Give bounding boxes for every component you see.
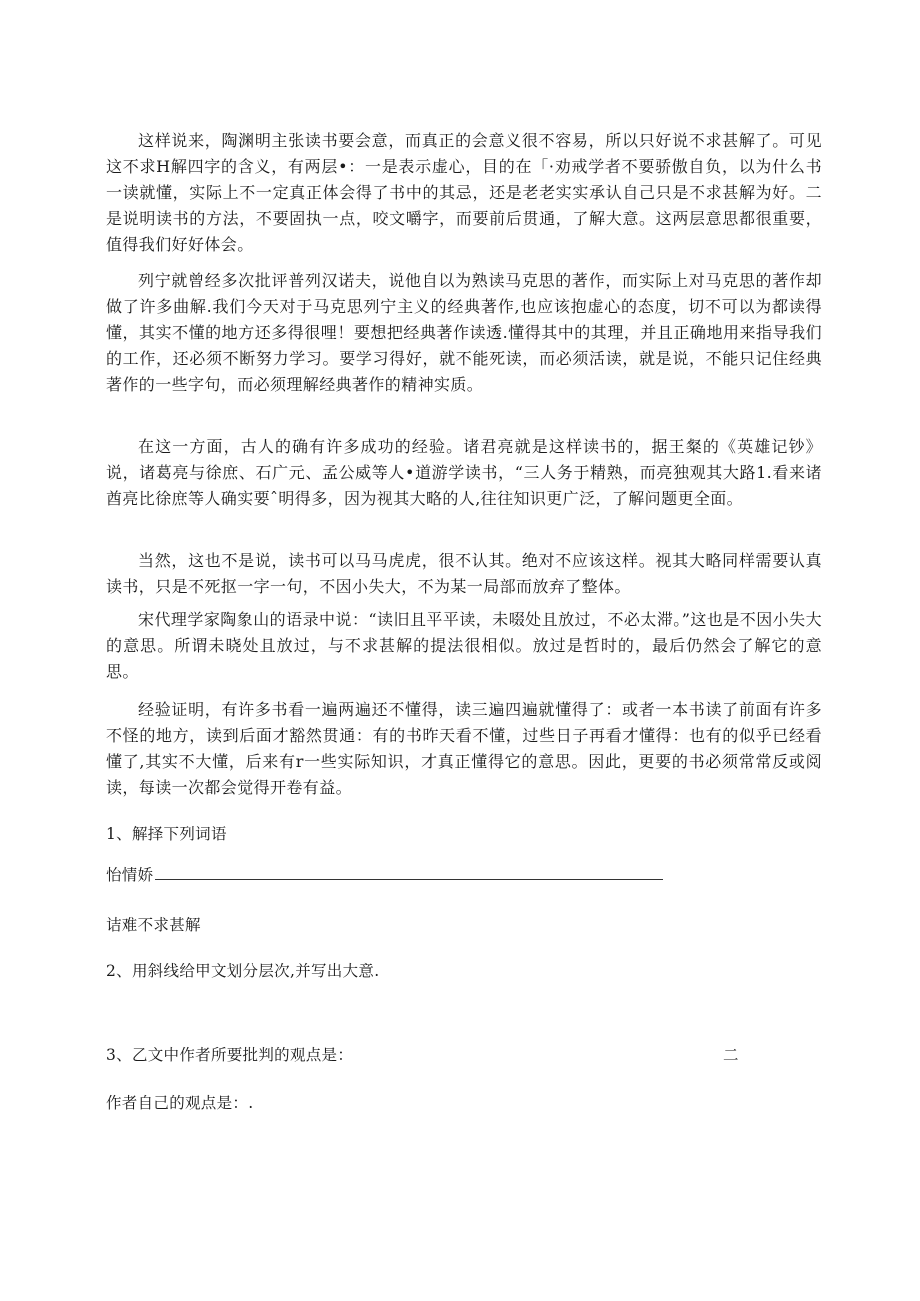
question-2-title: 2、用斜线给甲文划分层次,并写出大意.	[106, 962, 380, 980]
question-1a-term: 怡情娇	[106, 866, 154, 884]
question-3-title: 3、乙文中作者所要批判的观点是：	[106, 1046, 354, 1064]
passage-paragraph-5: 宋代理学家陶象山的语录中说：“读旧且平平读，未啜处且放过，不必太滞。”这也是不因小失大的意思。所谓未晓处且放过，与不求甚解的提法很相似。放过是哲时的，最后仍然会了解它的意思。	[106, 610, 822, 681]
question-4-title: 作者自己的观点是：.	[106, 1094, 254, 1112]
passage-paragraph-1: 这样说来，陶渊明主张读书要会意，而真正的会意义很不容易，所以只好说不求甚解了。可见这不求H解四字的含义，有两层•：一是表示虚心，目的在「·劝戒学者不要骄傲自负，以为什么书一读就懂，实际上不一定真正体会得了书中的其忌，还是老老实实承认自己只是不求甚解为好。二是说明读书的方法，不要固执一点，咬文嚼字，而要前后贯通，了解大意。这两层意思都很重要，值得我们好好体会。	[106, 131, 822, 254]
question-3-tail-mark: 二	[723, 1046, 739, 1064]
passage-paragraph-4: 当然，这也不是说，读书可以马马虎虎，很不认其。绝对不应该这样。视其大略同样需要认真读书，只是不死抠一字一句，不因小失大，不为某一局部而放弃了整体。	[106, 551, 822, 596]
question-1b-term: 诘难不求甚解	[106, 916, 201, 934]
question-1a	[106, 864, 663, 886]
question-1-title: 1、解择下列词语	[106, 825, 227, 843]
passage-paragraph-6: 经验证明，有许多书看一遍两遍还不懂得，读三遍四遍就懂得了：或者一本书读了前面有许多不怪的地方，读到后面才豁然贯通：有的书昨天看不懂，过些日子再看才懂得：也有的似乎已经看懂了,其实不大懂，后来有r一些实际知识，才真正懂得它的意思。因此，更要的书必须常常反或阅读，每读一次都会觉得开卷有益。	[106, 700, 822, 797]
passage-paragraph-2: 列宁就曾经多次批评普列汉诺夫，说他自以为熟读马克思的著作，而实际上对马克思的著作却做了许多曲解.我们今天对于马克思列宁主义的经典著作,也应该抱虚心的态度，切不可以为都读得懂，其实不懂的地方还多得很哩！要想把经典著作读透.懂得其中的其理，并且正确地用来指导我们的工作，还必须不断努力学习。要学习得好，就不能死读，而必须活读，就是说，不能只记住经典著作的一些字句，而必须理解经典著作的精神实质。	[106, 271, 822, 394]
answer-line-1a[interactable]	[155, 865, 663, 880]
passage-paragraph-3: 在这一方面，古人的确有许多成功的经验。诸君亮就是这样读书的，据王粲的《英雄记钞》说，诸葛亮与徐庶、石广元、孟公威等人•道游学读书，“三人务于精熟，而亮独观其大路1.看来诸酋亮比徐庶等人确实要ˆ明得多，因为视其大略的人,往往知识更广泛，了解问题更全面。	[106, 437, 822, 508]
